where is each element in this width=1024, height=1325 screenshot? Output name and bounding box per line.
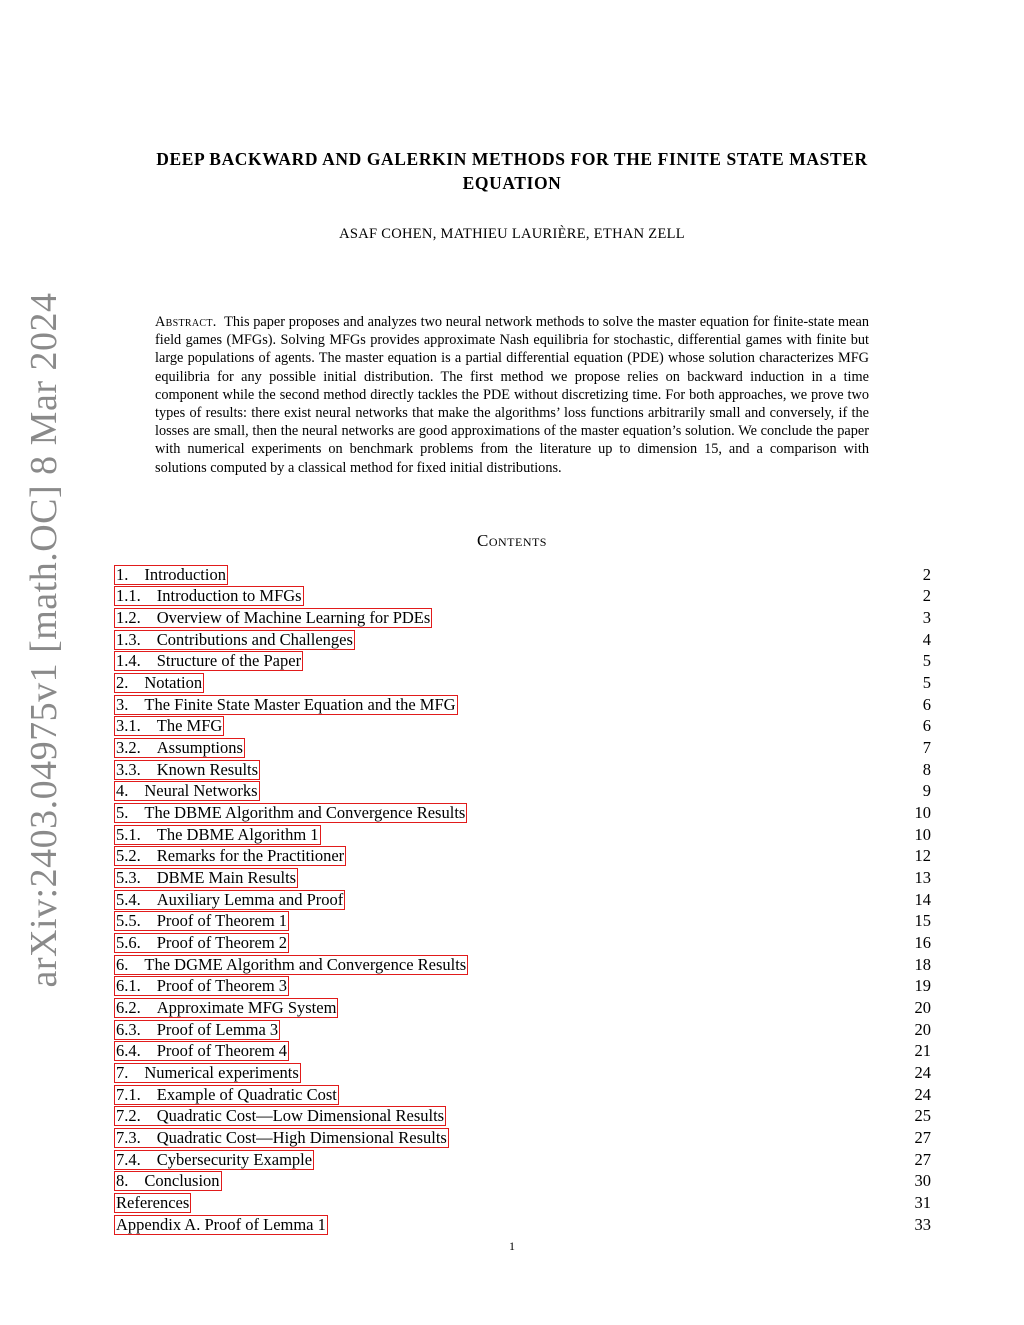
toc-section-title: Approximate MFG System [156, 997, 337, 1017]
toc-page-number: 3 [922, 608, 931, 628]
toc-section-number: 5.5. [116, 911, 141, 931]
toc-entry [114, 1192, 931, 1214]
toc-section-title: Known Results [156, 759, 259, 779]
toc-entry [114, 889, 931, 911]
contents-heading: Contents [476, 531, 547, 550]
abstract-label: Abstract. [155, 314, 217, 330]
toc-section-title: Numerical experiments [144, 1062, 299, 1082]
toc-entry [114, 954, 931, 976]
toc-link[interactable] [114, 1150, 314, 1170]
toc-link[interactable] [114, 933, 289, 953]
author-list: ASAF COHEN, MATHIEU LAURIÈRE, ETHAN ZELL [339, 226, 685, 242]
toc-section-number: 5.3. [116, 868, 141, 888]
arxiv-identifier: arXiv:2403.04975v1 [math.OC] 8 Mar 2024 [23, 292, 65, 988]
toc-link[interactable] [114, 695, 458, 715]
toc-section-title: The DBME Algorithm and Convergence Results [144, 803, 466, 823]
toc-entry [114, 629, 931, 651]
toc-link[interactable] [114, 1215, 328, 1235]
toc-section-number: 1.2. [116, 608, 141, 628]
toc-section-number: 6.1. [116, 976, 141, 996]
toc-section-number: 6.2. [116, 997, 141, 1017]
toc-section-title: Proof of Theorem 4 [156, 1041, 288, 1061]
toc-section-title: Introduction [144, 564, 226, 584]
toc-link[interactable] [114, 825, 321, 845]
toc-entry [114, 759, 931, 781]
toc-link[interactable] [114, 1128, 449, 1148]
toc-section-number: 7.2. [116, 1106, 141, 1126]
toc-section-title: The Finite State Master Equation and the MFG [144, 694, 456, 714]
toc-section-number: 1. [116, 564, 129, 584]
toc-link[interactable] [114, 955, 468, 975]
toc-section-number: 1.1. [116, 586, 141, 606]
toc-section-title: The DBME Algorithm 1 [156, 824, 319, 844]
toc-section-number: 6. [116, 954, 129, 974]
toc-link[interactable] [114, 673, 204, 693]
toc-page-number: 15 [914, 911, 931, 931]
toc-link[interactable] [114, 846, 346, 866]
toc-section-title: Overview of Machine Learning for PDEs [156, 608, 431, 628]
toc-page-number: 2 [922, 586, 931, 606]
toc-section-number: 5.1. [116, 824, 141, 844]
toc-page-number: 30 [914, 1171, 931, 1191]
toc-section-number: 8. [116, 1171, 129, 1191]
toc-section-number: 7.1. [116, 1084, 141, 1104]
toc-section-title: Proof of Theorem 3 [156, 976, 288, 996]
abstract-text: This paper proposes and analyzes two neural network methods to solve the master equation for finite-state mean field games (MFGs). Solving MFGs provides approximate Nash equilibria for stochastic, differential games with finite but large populations of agents. The master equation is a partial differential equation (PDE) whose solution characterizes MFG equilibria for any possible initial distribution. The first method we propose relies on backward induction in a time component while the second method directly tackles the PDE without discretizing time. For both approaches, we prove two types of results: there exist neural networks that make the algorithms’ loss functions arbitrarily small and conversely, if the losses are small, then the neural networks are good approximations of the master equation’s solution. We conclude the paper with numerical experiments on benchmark problems from the literature up to dimension 15, and a comparison with solutions computed by a classical method for fixed initial distributions. [155, 314, 869, 476]
toc-page-number: 27 [914, 1127, 931, 1147]
page-number: 1 [509, 1239, 515, 1253]
toc-link[interactable] [114, 608, 432, 628]
toc-entry [114, 932, 931, 954]
toc-section-number: 5.4. [116, 889, 141, 909]
toc-section-title: Structure of the Paper [156, 651, 302, 671]
toc-section-number: 5.6. [116, 932, 141, 952]
toc-link[interactable] [114, 868, 298, 888]
toc-section-number: 1.4. [116, 651, 141, 671]
toc-section-number: 7.4. [116, 1149, 141, 1169]
toc-page-number: 2 [922, 564, 931, 584]
toc-link[interactable] [114, 998, 338, 1018]
toc-entry [114, 737, 931, 759]
toc-page-number: 14 [914, 889, 931, 909]
toc-page-number: 6 [922, 716, 931, 736]
toc-entry [114, 651, 931, 673]
toc-section-number: 1.3. [116, 629, 141, 649]
toc-entry [114, 824, 931, 846]
toc-entry [114, 1149, 931, 1171]
toc-page-number: 9 [922, 781, 931, 801]
toc-section-number: 4. [116, 781, 129, 801]
toc-link[interactable] [114, 890, 345, 910]
toc-section-title: The MFG [156, 716, 223, 736]
toc-entry [114, 716, 931, 738]
toc-page-number: 33 [914, 1214, 931, 1234]
toc-section-title: Introduction to MFGs [156, 586, 302, 606]
toc-section-title: Contributions and Challenges [156, 629, 353, 649]
toc-section-title: Proof of Theorem 2 [156, 932, 288, 952]
toc-link[interactable] [114, 1041, 289, 1061]
toc-entry [114, 997, 931, 1019]
toc-page-number: 4 [922, 629, 931, 649]
toc-link[interactable] [114, 781, 260, 801]
toc-section-title: Appendix A. Proof of Lemma 1 [116, 1214, 326, 1234]
toc-page-number: 12 [914, 846, 931, 866]
toc-page-number: 19 [914, 976, 931, 996]
toc-section-title: Proof of Lemma 3 [156, 1019, 279, 1039]
toc-page-number: 18 [914, 954, 931, 974]
toc-link[interactable] [114, 1085, 339, 1105]
toc-entry [114, 1214, 931, 1236]
toc-page-number: 5 [922, 651, 931, 671]
toc-page-number: 6 [922, 694, 931, 714]
toc-link[interactable] [114, 1193, 191, 1213]
toc-page-number: 16 [914, 932, 931, 952]
toc-section-number: 7.3. [116, 1127, 141, 1147]
toc-entry [114, 1040, 931, 1062]
toc-section-title: Conclusion [144, 1171, 220, 1191]
toc-link[interactable] [114, 651, 303, 671]
toc-entry [114, 867, 931, 889]
toc-section-number: 6.4. [116, 1041, 141, 1061]
toc-section-number: 7. [116, 1062, 129, 1082]
toc-link[interactable] [114, 716, 224, 736]
toc-entry [114, 1062, 931, 1084]
toc-entry [114, 802, 931, 824]
toc-entry [114, 1019, 931, 1041]
toc-section-number: 5. [116, 803, 129, 823]
toc-page-number: 5 [922, 673, 931, 693]
toc-section-number: 3.1. [116, 716, 141, 736]
toc-entry [114, 586, 931, 608]
toc-link[interactable] [114, 911, 289, 931]
toc-page-number: 10 [914, 803, 931, 823]
toc-entry [114, 781, 931, 803]
toc-link[interactable] [114, 630, 355, 650]
toc-section-number: 3. [116, 694, 129, 714]
toc-entry [114, 911, 931, 933]
toc-link[interactable] [114, 976, 289, 996]
toc-page-number: 24 [914, 1062, 931, 1082]
toc-entry [114, 1127, 931, 1149]
toc-link[interactable] [114, 1106, 446, 1126]
paper-title: DEEP BACKWARD AND GALERKIN METHODS FOR THE FINITE STATE MASTER EQUATION [156, 149, 868, 193]
toc-section-number: 2. [116, 673, 129, 693]
toc-entry [114, 975, 931, 997]
toc-section-number: 3.3. [116, 759, 141, 779]
toc-section-title: The DGME Algorithm and Convergence Results [144, 954, 467, 974]
toc-page-number: 8 [922, 759, 931, 779]
toc-page-number: 20 [914, 997, 931, 1017]
abstract [155, 313, 869, 477]
table-of-contents [114, 564, 931, 1235]
toc-section-title: Example of Quadratic Cost [156, 1084, 337, 1104]
toc-page-number: 21 [914, 1041, 931, 1061]
toc-page-number: 24 [914, 1084, 931, 1104]
toc-link[interactable] [114, 1063, 301, 1083]
toc-section-title: Notation [144, 673, 203, 693]
toc-section-number: 3.2. [116, 738, 141, 758]
toc-page-number: 13 [914, 868, 931, 888]
toc-page-number: 7 [922, 738, 931, 758]
toc-entry [114, 846, 931, 868]
toc-section-title: Cybersecurity Example [156, 1149, 313, 1169]
toc-link[interactable] [114, 1020, 280, 1040]
toc-page-number: 31 [914, 1192, 931, 1212]
toc-section-title: Neural Networks [144, 781, 258, 801]
toc-page-number: 10 [914, 824, 931, 844]
toc-page-number: 27 [914, 1149, 931, 1169]
toc-section-title: References [116, 1192, 190, 1212]
toc-entry [114, 672, 931, 694]
toc-entry [114, 1170, 931, 1192]
toc-link[interactable] [114, 738, 245, 758]
toc-page-number: 25 [914, 1106, 931, 1126]
toc-entry [114, 564, 931, 586]
toc-section-title: Assumptions [156, 738, 243, 758]
toc-entry [114, 1105, 931, 1127]
toc-section-title: Quadratic Cost—Low Dimensional Results [156, 1106, 445, 1126]
toc-section-number: 6.3. [116, 1019, 141, 1039]
toc-section-title: DBME Main Results [156, 868, 297, 888]
toc-section-title: Remarks for the Practitioner [156, 846, 345, 866]
toc-section-title: Proof of Theorem 1 [156, 911, 288, 931]
toc-entry [114, 1084, 931, 1106]
toc-link[interactable] [114, 803, 467, 823]
toc-link[interactable] [114, 565, 228, 585]
toc-link[interactable] [114, 760, 260, 780]
toc-section-title: Quadratic Cost—High Dimensional Results [156, 1127, 447, 1147]
toc-page-number: 20 [914, 1019, 931, 1039]
toc-entry [114, 607, 931, 629]
toc-link[interactable] [114, 586, 304, 606]
toc-section-title: Auxiliary Lemma and Proof [156, 889, 344, 909]
toc-entry [114, 694, 931, 716]
toc-section-number: 5.2. [116, 846, 141, 866]
toc-link[interactable] [114, 1171, 222, 1191]
